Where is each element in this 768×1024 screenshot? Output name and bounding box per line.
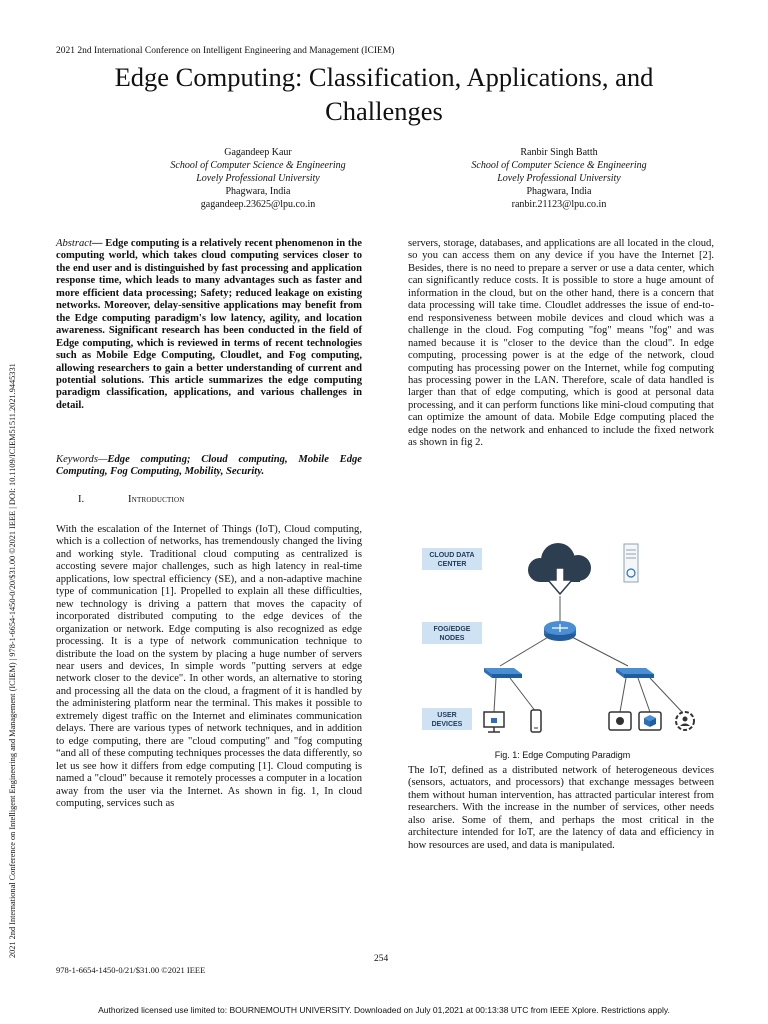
link-device-3 — [620, 678, 626, 712]
author-university: Lovely Professional University — [497, 173, 621, 184]
phone-icon — [531, 710, 541, 732]
right-top-text: servers, storage, databases, and applications are all located in the cloud, so you can access them on any device if you have the Internet [2]. Besides, there is no need to prepare a server or use a data center, which can significantly reduce costs. It is possible to store a huge amount of information in the cloud, but on the other hand, there is a concern that data processing will take time. Cloudlet addresses the issue of end-to-end responsiveness between mobile devices and cloud which was a challenge in the cloud. Fog computing "fog" means "fog" and was named because it is "closer to the device than the cloud". In edge computing, processing power is at the edge of the network, cloud computing has processing power on the Internet, while fog computing has processing power in the LAN. Therefore, scale of data handled is larger than that of edge computing, which is good at personal data processing, and it can perform functions like mini-cloud computing that can optimize the amount of data. Mobile Edge computing placed the edge nodes on the network and enhanced to include the fixed network as shown in fig 2. — [408, 238, 714, 449]
abstract-text: Edge computing is a relatively recent phenomenon in the computing world, which takes cloud computing services closer to the end user and is distinguished by fast processing and application response time, which leads to many advantages such as faster and more efficient data processing; Safety; reduced leakage on existing networks. Moreover, delay-sensitive applications may benefit from the Edge computing paradigm's low latency, agility, and location awareness. Significant research has been conducted in the field of Edge computing, which is reviewed in terms of recent technologies such as Mobile Edge Computing, Cloudlet, and Fog computing, allowing researchers to gain a better understanding of current and potential solutions. This article summarizes the edge computing paradigm classification, applications, and various challenges in detail. — [56, 238, 362, 411]
page-number: 254 — [374, 954, 389, 964]
cloud-label-line1: CLOUD DATA — [429, 552, 475, 559]
paper-title — [40, 60, 728, 128]
router-switch-right-link — [570, 636, 628, 666]
author-name: Gagandeep Kaur — [224, 147, 292, 158]
android-tablet-icon — [609, 712, 631, 730]
license-notice: Authorized licensed use limited to: BOURNEMOUTH UNIVERSITY. Downloaded on July 01,2021 at 00:13:38 UTC from IEEE Xplore. Restrictions apply. — [98, 1005, 670, 1015]
figure-caption: Fig. 1: Edge Computing Paradigm — [494, 750, 631, 760]
fog-edge-nodes-label — [422, 622, 482, 644]
link-device-5 — [650, 678, 682, 712]
desktop-icon — [484, 712, 504, 732]
section-number: I. — [78, 494, 85, 505]
keywords-dash: — — [97, 454, 108, 465]
footer-isbn: 978-1-6654-1450-0/21/$31.00 ©2021 IEEE — [56, 965, 206, 975]
title-line-2: Challenges — [325, 96, 443, 126]
edge-computing-figure — [410, 540, 715, 746]
author-name: Ranbir Singh Batth — [520, 147, 598, 158]
intro-text: With the escalation of the Internet of Things (IoT), Cloud computing, which is a collection of networks, has tremendously changed the living and working style. Traditional cloud computing as centralized is accosting severe major challenges, such as high latency in real-time applications, low spectral efficiency (SE), and a non-adaptive machine type of communication [1]. Propelled to explain all these difficulties, new technology is driving a pattern that moves the capacity of incorporated distributed computing to the edge devices of the organization or network. Edge computing is also recognized as edge processing. It is a type of network communication technique to distribute the load on the system by placing a huge number of servers near users and devices, In simple words "putting servers at edge network closer to the device". In other words, an alternative to storing and processing all the data on the cloud, a fragment of it is handled by the administering platform near the terminal. This makes it possible to extremely digest traffic on the Internet and eliminates communication delays. There are various types of network techniques, and in addition to edge computing, there are "cloud computing" and "fog computing “and all of these computing techniques processes the data differently, so let us see how it differs from edge computing [1]. Cloud computing is named a "cloud" because it remotely processes a computer in a location away from the user via the Internet. As shown in fig. 1, In cloud computing, services such as — [56, 524, 362, 809]
gear-person-icon — [676, 712, 694, 730]
user-label-line1: USER — [437, 712, 457, 719]
author-department: School of Computer Science & Engineering — [170, 160, 346, 171]
author-city: Phagwara, India — [526, 186, 592, 197]
author-block-2 — [409, 146, 709, 211]
switch-right-icon — [616, 668, 654, 678]
abstract — [56, 238, 362, 412]
author-email: gagandeep.23625@lpu.co.in — [200, 199, 316, 210]
user-devices-label — [422, 708, 472, 730]
link-device-2 — [510, 678, 536, 712]
link-device-4 — [638, 678, 650, 712]
conference-header: 2021 2nd International Conference on Intelligent Engineering and Management (ICIEM) — [56, 46, 395, 56]
keywords-text: Edge computing; Cloud computing, Mobile Edge Computing, Fog Computing, Mobility, Security. — [56, 454, 362, 478]
doi-sidebar-text: 2021 2nd International Conference on Intelligent Engineering and Management (ICIEM) | 978-1-6654-1450-0/20/$31.00 ©2021 IEEE | DOI: 10.1109/ICIEM51511.2021.9445331 — [8, 363, 17, 958]
cloud-data-center-label — [422, 548, 482, 570]
link-device-1 — [494, 678, 496, 712]
fog-label-line2: NODES — [439, 635, 465, 642]
right-bottom-text: The IoT, defined as a distributed network of heterogeneous devices (sensors, actuators, and processors) that exchange messages between them without human intervention, has attracted particular interest from researchers. With the increase in the number of services, other needs also arise. Some of them, and perhaps the most critical in the architecture intended for IoT, are the latency of data and efficiency in how resources are used, and data is manipulated. — [408, 765, 714, 851]
author-university: Lovely Professional University — [196, 173, 320, 184]
switch-left-icon — [484, 668, 522, 678]
section-heading — [78, 494, 184, 505]
abstract-dash: — — [91, 238, 106, 249]
user-label-line2: DEVICES — [431, 721, 463, 728]
cloud-icon — [528, 543, 591, 594]
abstract-label: Abstract — [56, 238, 92, 249]
author-city: Phagwara, India — [225, 186, 291, 197]
title-line-1: Edge Computing: Classification, Applications, and — [114, 62, 654, 92]
intro-paragraph — [56, 524, 362, 810]
right-column-bottom — [408, 765, 714, 852]
router-switch-left-link — [500, 636, 550, 666]
right-column-top — [408, 238, 714, 450]
server-icon — [624, 544, 638, 582]
author-department: School of Computer Science & Engineering — [471, 160, 647, 171]
keywords — [56, 454, 362, 479]
fog-label-line1: FOG/EDGE — [433, 626, 471, 633]
author-block-1 — [108, 146, 408, 211]
keywords-label: Keywords — [56, 454, 98, 465]
router-icon — [544, 621, 576, 641]
cloud-label-line2: CENTER — [437, 561, 467, 568]
cube-device-icon — [639, 712, 661, 730]
author-email: ranbir.21123@lpu.co.in — [511, 199, 607, 210]
section-title: Introduction — [128, 494, 185, 505]
